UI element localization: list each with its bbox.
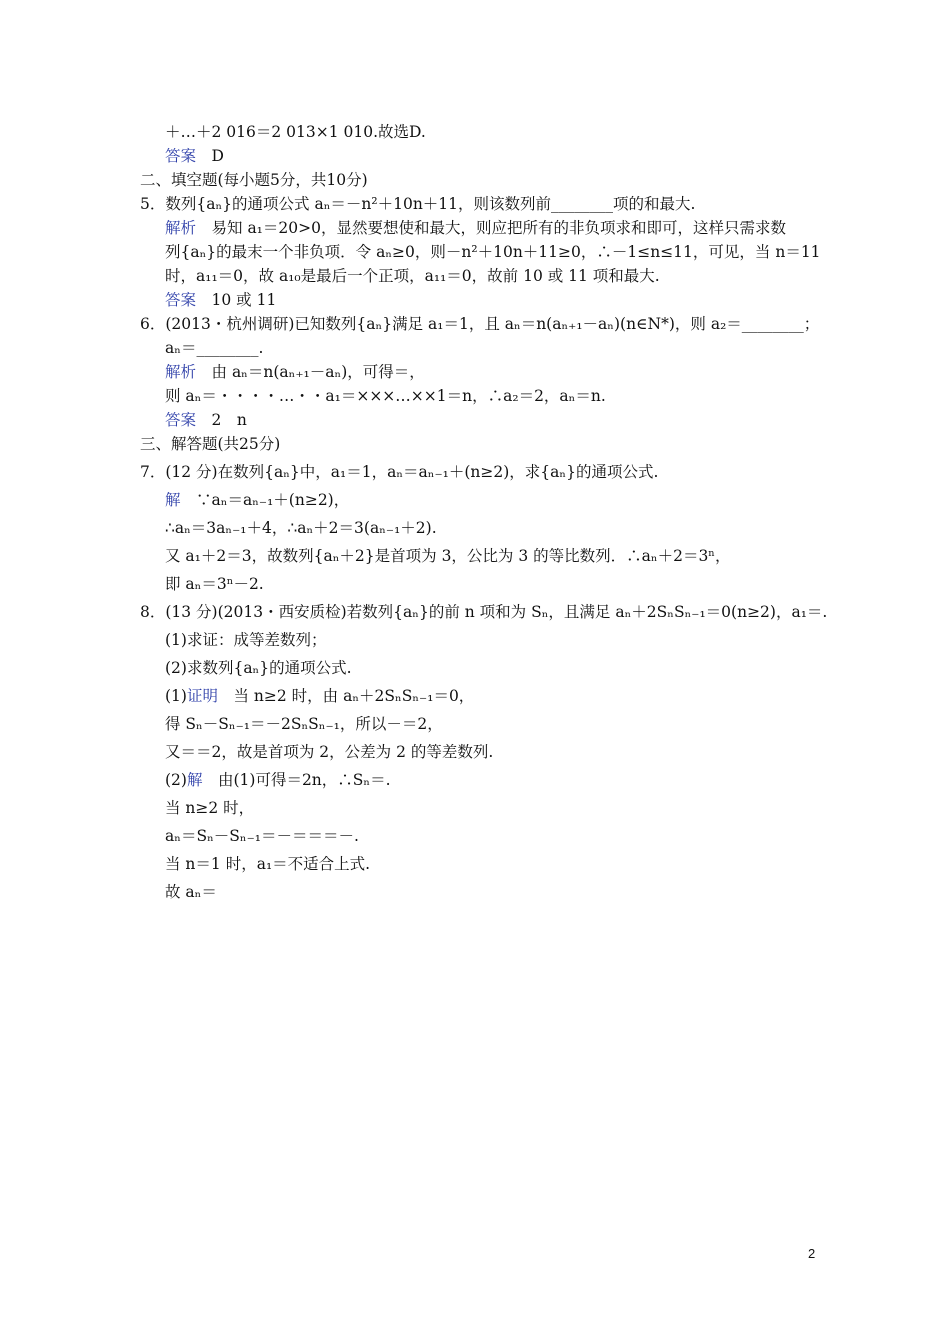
text-line [140, 462, 658, 482]
line-text: 易知 a₁＝20>0，显然要想使和最大，则应把所有的非负项求和即可，这样只需求数 [196, 219, 786, 237]
text-line [165, 854, 370, 874]
line-text: 时，a₁₁＝0，故 a₁₀是最后一个正项，a₁₁＝0，故前 10 或 11 项和最大. [165, 267, 660, 285]
text-line [165, 386, 606, 406]
line-text: 二、填空题(每小题5分，共10分) [140, 171, 368, 189]
answer-label: 答案 [165, 411, 197, 429]
text-line [165, 122, 426, 142]
text-line [165, 146, 224, 166]
answer-label: 答案 [165, 291, 197, 309]
text-line [165, 266, 660, 286]
text-line [165, 242, 821, 262]
line-text: ∴aₙ＝3aₙ₋₁＋4，∴aₙ＋2＝3(aₙ₋₁＋2). [165, 519, 437, 537]
line-text: ∵aₙ＝aₙ₋₁＋(n≥2)， [180, 491, 350, 509]
text-line [165, 742, 493, 762]
text-line [165, 410, 247, 430]
line-text: D [196, 147, 224, 165]
answer-label: 答案 [165, 147, 197, 165]
answer-label: 解 [165, 491, 181, 509]
text-line [165, 658, 352, 678]
text-line [165, 490, 349, 510]
line-text: 列{aₙ}的最末一个非负项．令 aₙ≥0，则－n²＋10n＋11≥0，∴－1≤n≤11，可见，当 n＝11 [165, 243, 821, 261]
text-line [165, 826, 359, 846]
line-text: 故 aₙ＝ [165, 883, 217, 901]
line-text: aₙ＝________. [165, 339, 264, 357]
answer-label: 证明 [186, 687, 218, 705]
text-line [140, 170, 368, 190]
text-line [165, 882, 217, 902]
line-text: 又 a₁＋2＝3，故数列{aₙ＋2}是首项为 3，公比为 3 的等比数列．∴aₙ＋2＝3ⁿ， [165, 547, 731, 565]
line-text: 则 aₙ＝・・・・…・・a₁＝×××…××1＝n，∴a₂＝2，aₙ＝n. [165, 387, 606, 405]
text-line [165, 686, 474, 706]
text-line [165, 290, 276, 310]
answer-label: 解 [186, 771, 203, 789]
answer-label: 解析 [165, 219, 197, 237]
text-line [165, 798, 254, 818]
text-line [165, 574, 264, 594]
line-text: 即 aₙ＝3ⁿ－2. [165, 575, 264, 593]
text-line [165, 714, 443, 734]
item-prefix: (1) [165, 687, 187, 705]
line-text: 10 或 11 [196, 291, 277, 309]
line-text: 7．(12 分)在数列{aₙ}中，a₁＝1，aₙ＝aₙ₋₁＋(n≥2)，求{aₙ}的通项公式. [140, 463, 659, 481]
text-line [165, 630, 326, 650]
text-line [165, 546, 731, 566]
line-text: ＋…＋2 016＝2 013×1 010.故选D. [165, 123, 426, 141]
text-line [165, 338, 263, 358]
text-line [140, 314, 819, 334]
text-line [140, 434, 280, 454]
line-text: 8．(13 分)(2013・西安质检)若数列{aₙ}的前 n 项和为 Sₙ，且满足 aₙ＋2SₙSₙ₋₁＝0(n≥2)，a₁＝. [140, 603, 828, 621]
text-line [165, 218, 786, 238]
text-line [140, 602, 827, 622]
line-text: (2)求数列{aₙ}的通项公式. [165, 659, 352, 677]
item-prefix: (2) [165, 771, 187, 789]
line-text: 当 n≥2 时， [165, 799, 255, 817]
line-text: 由(1)可得＝2n，∴Sₙ＝. [202, 771, 391, 789]
line-text: 2 n [196, 411, 247, 429]
page-number: 2 [808, 1246, 816, 1261]
text-line [140, 194, 695, 214]
answer-label: 解析 [165, 363, 197, 381]
line-text: 当 n≥2 时，由 aₙ＋2SₙSₙ₋₁＝0， [217, 687, 475, 705]
text-line [165, 770, 391, 790]
line-text: 三、解答题(共25分) [140, 435, 281, 453]
line-text: 当 n＝1 时，a₁＝不适合上式. [165, 855, 371, 873]
line-text: 6．(2013・杭州调研)已知数列{aₙ}满足 a₁＝1，且 aₙ＝n(aₙ₊₁－aₙ)(n∈N*)，则 a₂＝________； [140, 315, 820, 333]
line-text: 又＝＝2，故是首项为 2，公差为 2 的等差数列. [165, 743, 494, 761]
line-text: aₙ＝Sₙ－Sₙ₋₁＝－＝＝＝－. [165, 827, 359, 845]
line-text: (1)求证：成等差数列； [165, 631, 327, 649]
text-line [165, 518, 437, 538]
text-line [165, 362, 425, 382]
line-text: 由 aₙ＝n(aₙ₊₁－aₙ)，可得＝， [196, 363, 425, 381]
line-text: 得 Sₙ－Sₙ₋₁＝－2SₙSₙ₋₁，所以－＝2， [165, 715, 443, 733]
line-text: 5．数列{aₙ}的通项公式 aₙ＝－n²＋10n＋11，则该数列前________项的和最大. [140, 195, 696, 213]
